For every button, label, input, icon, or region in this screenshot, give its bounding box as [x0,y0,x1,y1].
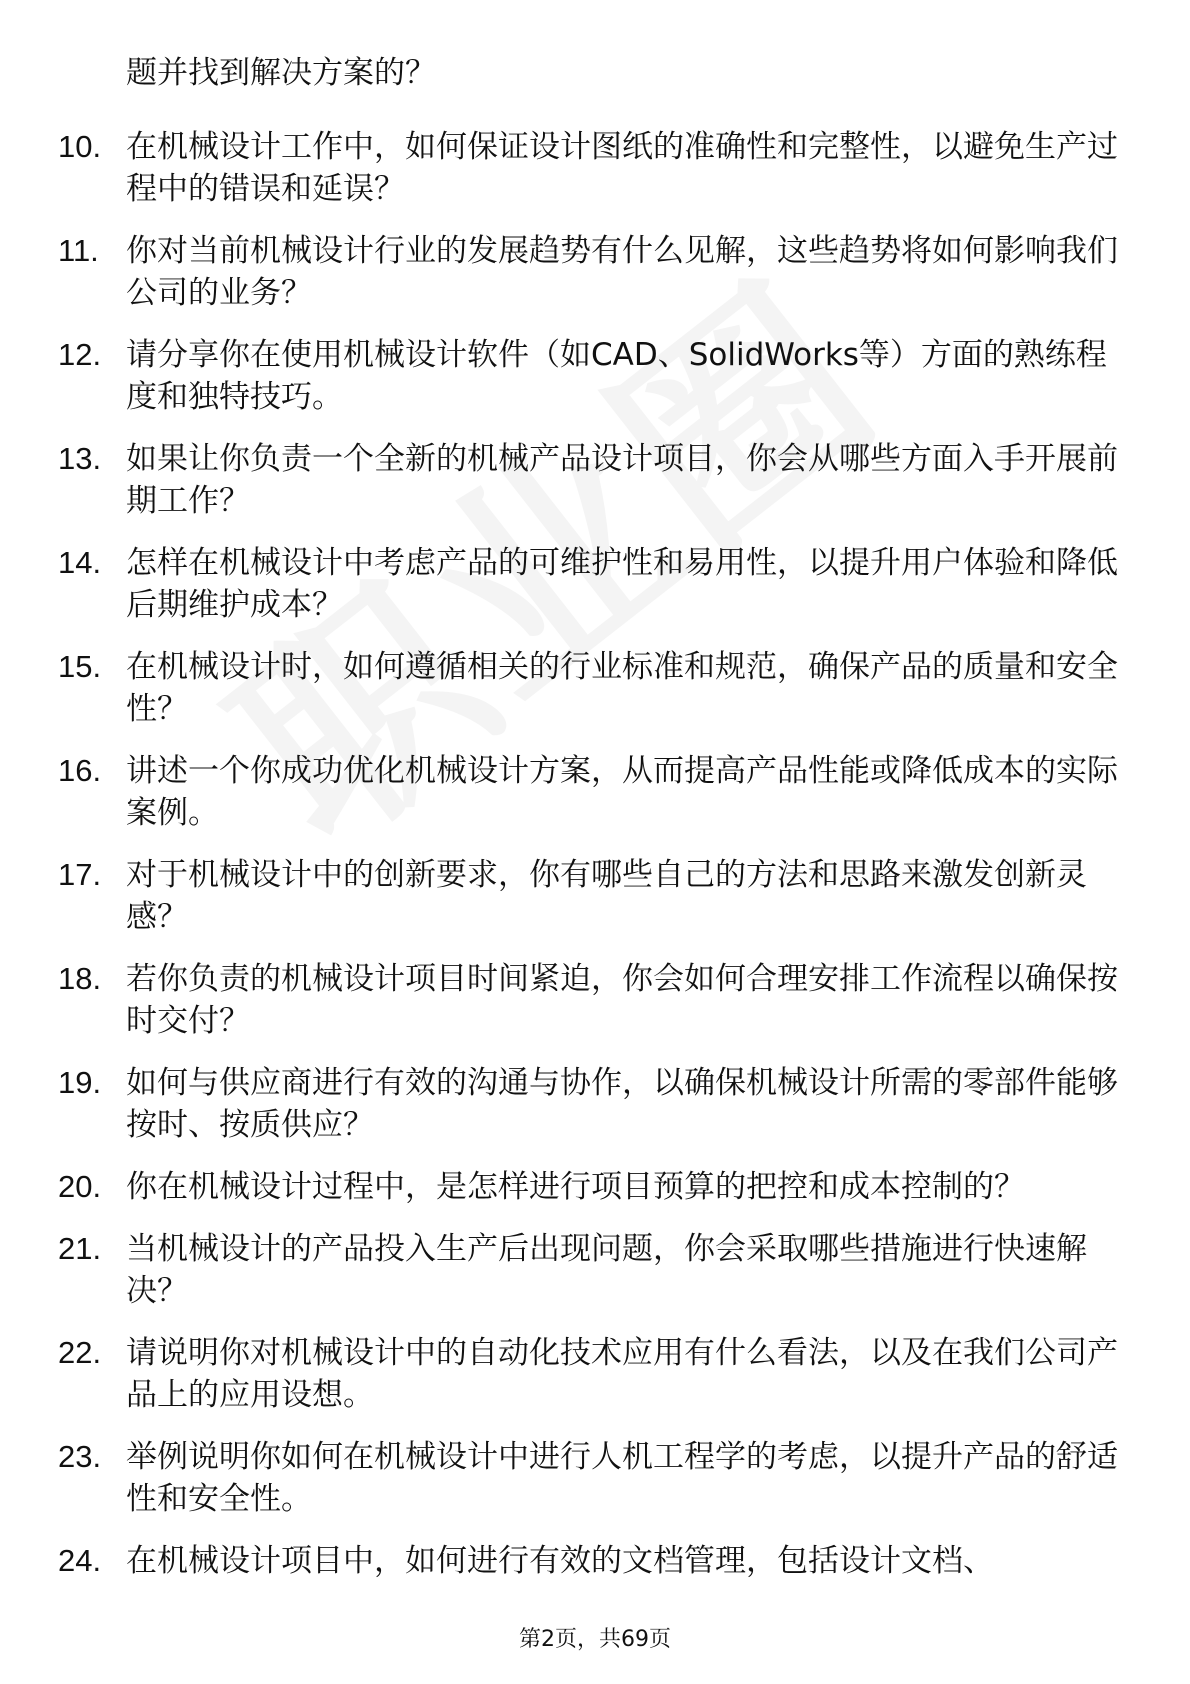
question-item [58,334,1118,418]
question-number: 20. [58,1169,102,1204]
question-text: 你在机械设计过程中，是怎样进行项目预算的把控和成本控制的？ [126,1169,1025,1205]
question-item [58,854,1118,938]
page-content [58,52,1118,1602]
question-text: 讲述一个你成功优化机械设计方案，从而提高产品性能或降低成本的实际案例。 [126,753,1118,831]
question-text: 举例说明你如何在机械设计中进行人机工程学的考虑，以提升产品的舒适性和安全性。 [126,1439,1118,1517]
question-item [58,1332,1118,1416]
question-item [58,1436,1118,1520]
question-number: 12. [58,337,102,372]
question-text: 在机械设计工作中，如何保证设计图纸的准确性和完整性，以避免生产过程中的错误和延误？ [126,129,1118,207]
question-text: 你对当前机械设计行业的发展趋势有什么见解，这些趋势将如何影响我们公司的业务？ [126,233,1118,311]
question-number: 21. [58,1231,102,1266]
question-item [58,126,1118,210]
question-number: 22. [58,1335,102,1370]
question-number: 16. [58,753,102,788]
question-text: 请说明你对机械设计中的自动化技术应用有什么看法，以及在我们公司产品上的应用设想。 [126,1335,1118,1413]
question-number: 19. [58,1065,102,1100]
question-item [58,1228,1118,1312]
question-item [58,1540,1118,1582]
question-number: 18. [58,961,102,996]
question-item [58,230,1118,314]
question-item [58,1062,1118,1146]
question-number: 10. [58,129,102,164]
question-text: 如果让你负责一个全新的机械产品设计项目，你会从哪些方面入手开展前期工作？ [126,441,1118,519]
question-number: 23. [58,1439,102,1474]
question-text: 在机械设计项目中，如何进行有效的文档管理，包括设计文档、 [126,1543,994,1579]
question-text: 怎样在机械设计中考虑产品的可维护性和易用性，以提升用户体验和降低后期维护成本？ [126,545,1118,623]
question-item [58,750,1118,834]
question-text: 请分享你在使用机械设计软件（如CAD、SolidWorks等）方面的熟练程度和独特技巧。 [126,337,1107,415]
question-list [58,126,1118,1582]
question-number: 15. [58,649,102,684]
question-item [58,542,1118,626]
question-number: 24. [58,1543,102,1578]
question-number: 14. [58,545,102,580]
question-text: 如何与供应商进行有效的沟通与协作，以确保机械设计所需的零部件能够按时、按质供应？ [126,1065,1118,1143]
question-text: 当机械设计的产品投入生产后出现问题，你会采取哪些措施进行快速解决？ [126,1231,1087,1309]
question-item [58,438,1118,522]
page-footer: 第2页，共69页 [519,1627,671,1652]
question-number: 13. [58,441,102,476]
question-text: 在机械设计时，如何遵循相关的行业标准和规范，确保产品的质量和安全性？ [126,649,1118,727]
question-item [58,958,1118,1042]
question-text: 对于机械设计中的创新要求，你有哪些自己的方法和思路来激发创新灵感？ [126,857,1087,935]
question-number: 17. [58,857,102,892]
question-number: 11. [58,233,99,268]
question-item [58,1166,1118,1208]
continuation-text: 题并找到解决方案的？ [126,55,436,91]
question-item [58,646,1118,730]
question-text: 若你负责的机械设计项目时间紧迫，你会如何合理安排工作流程以确保按时交付？ [126,961,1118,1039]
